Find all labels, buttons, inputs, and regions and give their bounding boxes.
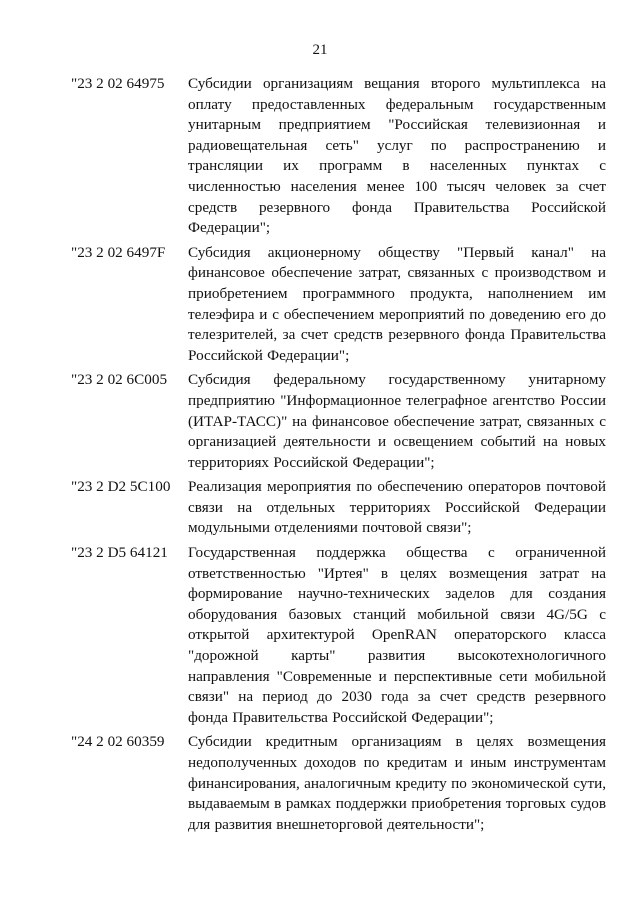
list-item <box>71 477 606 539</box>
budget-code-description: Субсидия акционерному обществу "Первый канал" на финансовое обеспечение затрат, связанных с производством и приобретением программного продукта, наполнением им телеэфира и с обеспечением мероприятий по доведению его до телезрителей, за счет средств резервного фонда Правительства Российской Федерации"; <box>188 243 606 364</box>
list-item <box>71 243 606 367</box>
list-item <box>71 732 606 835</box>
list-item <box>71 370 606 473</box>
list-item <box>71 74 606 239</box>
budget-code-description: Государственная поддержка общества с ограниченной ответственностью "Иртея" в целях возмещения затрат на формирование научно-технических заделов для создания оборудования базовых станций мобильной связи 4G/5G с открытой архитектурой OpenRAN операторского класса "дорожной карты" развития высокотехнологичного направления "Современные и перспективные сети мобильной связи" на период до 2030 года за счет средств резервного фонда Правительства Российской Федерации"; <box>188 544 606 726</box>
budget-code: "23 2 02 6497F <box>71 243 166 261</box>
budget-code-description: Реализация мероприятия по обеспечению операторов почтовой связи на отдельных территориях Российской Федерации модульными отделениями почтовой связи"; <box>188 478 606 537</box>
budget-code: "23 2 02 64975 <box>71 75 165 92</box>
budget-code-list <box>71 74 606 839</box>
budget-code: "23 2 D2 5С100 <box>71 478 171 496</box>
budget-code-description: Субсидии кредитным организациям в целях возмещения недополученных доходов по кредитам и иным инструментам финансирования, аналогичным кредиту по экономической сути, выдаваемым в рамках поддержки приобретения торговых судов для развития внешнеторговой деятельности"; <box>188 733 606 833</box>
page-number: 21 <box>312 42 328 58</box>
budget-code-description: Субсидия федеральному государственному унитарному предприятию "Информационное телеграфное агентство России (ИТАР-ТАСС)" на финансовое обеспечение затрат, связанных с организацией деятельности и освещением событий на новых территориях Российской Федерации"; <box>188 371 606 471</box>
budget-code: "24 2 02 60359 <box>71 733 165 751</box>
budget-code: "23 2 02 6С005 <box>71 371 168 389</box>
budget-code-description: Субсидии организациям вещания второго мультиплекса на оплату предоставленных федеральным государственным унитарным предприятием "Российская телевизионная и радиовещательная сеть" услуг по распространению и трансляции их программ в населенных пунктах с численностью населения менее 100 тысяч человек за счет средств резервного фонда Правительства Российской Федерации"; <box>188 75 606 237</box>
list-item <box>71 543 606 728</box>
budget-code: "23 2 D5 64121 <box>71 544 168 562</box>
